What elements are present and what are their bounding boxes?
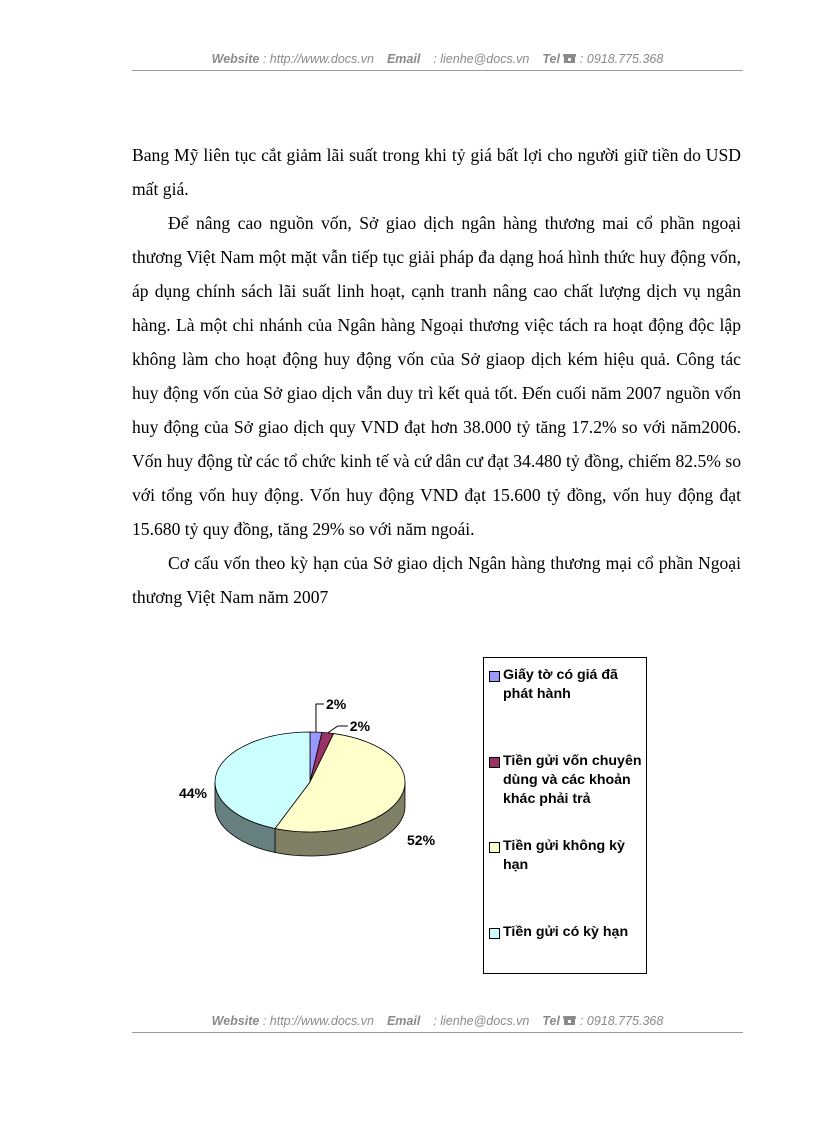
legend-swatch [489,757,500,768]
data-label-3: 44% [178,785,207,801]
footer-email-label: Email [386,1014,421,1028]
legend-item [488,837,644,875]
header-tel-label: Tel [542,52,560,66]
data-label-0: 2% [325,696,347,712]
data-label-2: 52% [407,832,436,848]
paragraph-3: Cơ cấu vốn theo kỳ hạn của Sở giao dịch Ngân hàng thương mại cổ phần Ngoại thương Việt Nam năm 2007 [132,553,741,607]
legend-item [488,923,644,942]
leader-line-1 [328,726,348,733]
phone-icon [563,53,576,64]
pie-chart [130,650,470,890]
header-tel-value: : 0918.775.368 [579,52,664,66]
header-website-label: Website [211,52,260,66]
page-footer [132,1014,743,1028]
body-text [132,138,741,614]
footer-website-url[interactable]: : http://www.docs.vn [262,1014,374,1028]
header-email-value[interactable]: : lienhe@docs.vn [433,52,530,66]
footer-website-label: Website [211,1014,260,1028]
footer-email-value[interactable]: : lienhe@docs.vn [433,1014,530,1028]
page-header [132,52,743,66]
header-website-url[interactable]: : http://www.docs.vn [262,52,374,66]
footer-tel-value: : 0918.775.368 [579,1014,664,1028]
chart-legend [483,657,647,974]
legend-item [488,666,644,704]
paragraph-2: Để nâng cao nguồn vốn, Sở giao dịch ngân hàng thương mai cổ phần ngoại thương Việt Nam một mặt vẫn tiếp tục giải pháp đa dạng hoá hình thức huy động vốn, áp dụng chính sách lãi suất linh hoạt, cạnh tranh nâng cao chất lượng dịch vụ ngân hàng. Là một chi nhánh của Ngân hàng Ngoại thương việc tách ra hoạt động độc lập không làm cho hoạt động huy động vốn của Sở giaop dịch kém hiệu quả. Công tác huy động vốn của Sở giao dịch vẫn duy trì kết quả tốt. Đến cuối năm 2007 nguồn vốn huy động của Sở giao dịch quy VND đạt hơn 38.000 tỷ tăng 17.2% so với năm2006. Vốn huy động từ các tổ chức kinh tế và cứ dân cư đạt 34.480 tỷ đồng, chiếm 82.5% so với tổng vốn huy động. Vốn huy động VND đạt 15.600 tỷ đồng, vốn huy động đạt 15.680 tỷ quy đồng, tăng 29% so với năm ngoái. [132,213,741,539]
paragraph-1: Bang Mỹ liên tục cắt giảm lãi suất trong khi tỷ giá bất lợi cho người giữ tiền do USD mất giá. [132,145,741,199]
data-label-1: 2% [349,718,371,734]
footer-tel-label: Tel [542,1014,560,1028]
phone-icon [563,1015,576,1026]
legend-label: Tiền gửi có kỳ hạn [503,924,629,940]
legend-swatch [489,671,500,682]
header-rule [132,70,743,71]
legend-item [488,752,644,809]
legend-swatch [489,842,500,853]
legend-swatch [489,928,500,939]
footer-rule [132,1032,743,1033]
header-email-label: Email [386,52,421,66]
legend-label: Tiền gửi không kỳ hạn [503,838,625,873]
legend-label: Giấy tờ có giá đã phát hành [503,667,618,702]
legend-label: Tiền gửi vốn chuyên dùng và các khoản khác phải trả [503,753,642,807]
leader-line-0 [316,704,324,732]
